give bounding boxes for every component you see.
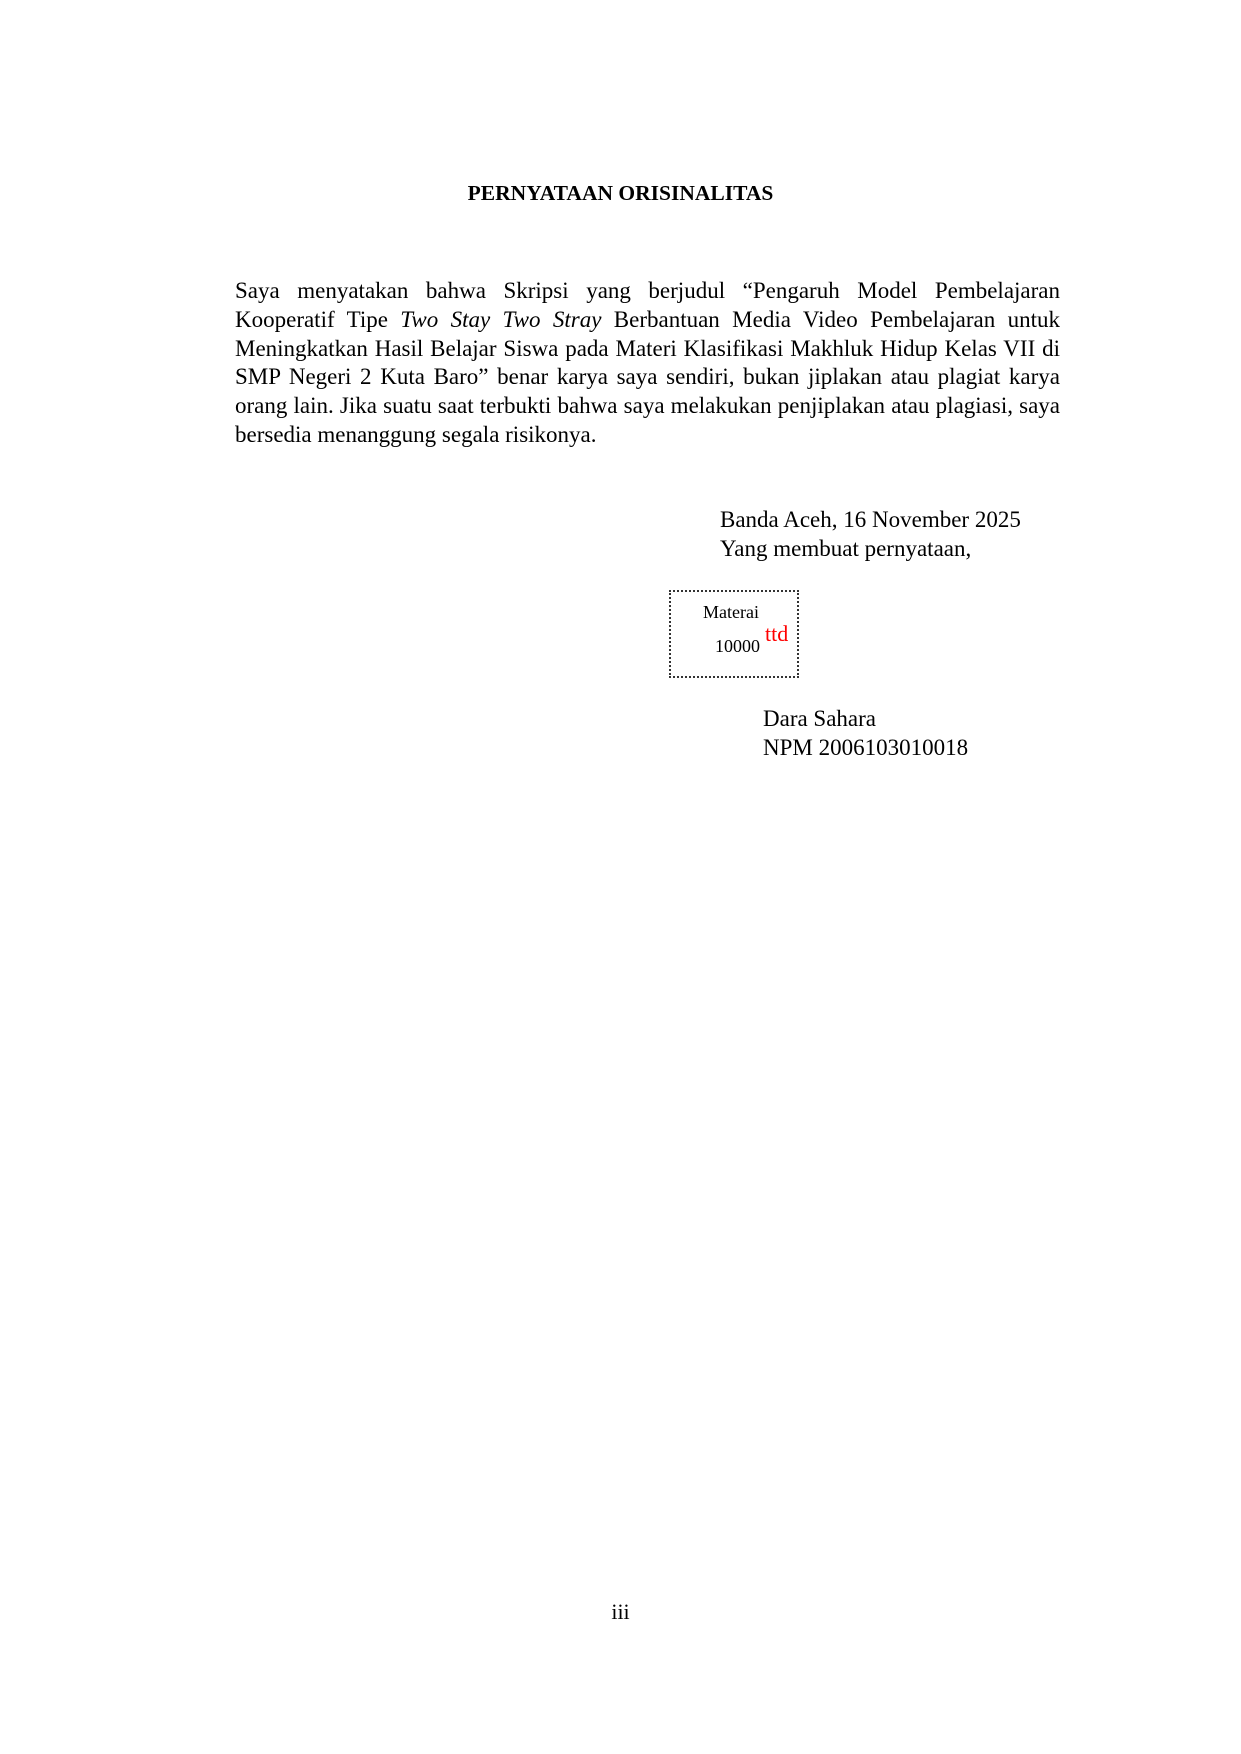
stamp-amount: 10000 (715, 636, 760, 656)
statement-italic-term: Two Stay Two Stray (400, 306, 602, 332)
stamp-label: Materai (703, 602, 759, 622)
declarant-label: Yang membuat pernyataan, (720, 535, 972, 561)
statement-paragraph (235, 277, 1060, 450)
signer-block (763, 705, 968, 763)
signer-npm: NPM 2006103010018 (763, 734, 969, 760)
place-date-line: Banda Aceh, 16 November 2025 (720, 507, 1021, 532)
statement-text-part-1: Saya menyatakan bahwa Skripsi yang berjudul “Pengaruh Model Pembelajaran Kooperatif Tipe (235, 278, 1060, 332)
page-number: iii (611, 1599, 630, 1624)
statement-text-part-2: Berbantuan Media Video Pembelajaran untuk Meningkatkan Hasil Belajar Siswa pada Materi Klasifikasi Makhluk Hidup Kelas VII di SMP Negeri 2 Kuta Baro” benar karya saya sendiri, bukan jiplakan atau plagiat karya orang lain. Jika suatu saat terbukti bahwa saya melakukan penjiplakan atau plagiasi, saya bersedia menanggung segala risikonya. (235, 306, 1060, 447)
signature-header (720, 506, 1021, 564)
signature-placeholder: ttd (765, 621, 789, 646)
page-title: PERNYATAAN ORISINALITAS (467, 181, 774, 205)
signer-name: Dara Sahara (763, 706, 877, 731)
revenue-stamp-box (669, 590, 799, 678)
